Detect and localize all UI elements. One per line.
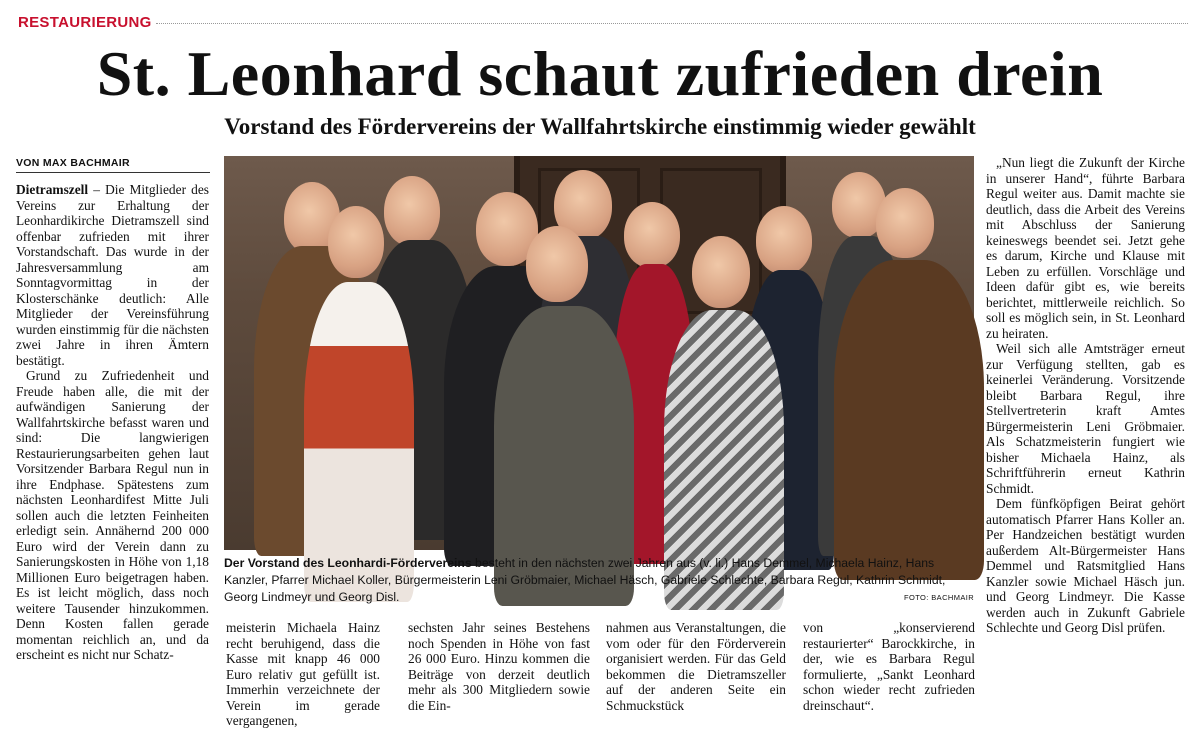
paragraph: sechsten Jahr seines Bestehens noch Spenden in Höhe von fast 26 000 Euro. Hinzu kommen die Beiträge von derzeit deutlich mehr als 300 Mitgliedern sowie die Ein- bbox=[408, 620, 590, 713]
paragraph: „Nun liegt die Zukunft der Kirche in unserer Hand“, führte Barbara Regul weiter aus. Damit machte sie deutlich, dass die Arbeit des Vereins mit Abschluss der Sanierung keineswegs beendet sei. Jetzt gehe es darum, Kirche und Klause mit Leben zu erfüllen. Vorschläge und Ideen dafür gibt es, wie bereits berichtet, mittlerweile reichlich. So soll es möglich sein, in St. Leonhard zu heiraten. bbox=[986, 155, 1185, 341]
byline: VON MAX BACHMAIR bbox=[16, 157, 130, 169]
caption-text: besteht in den nächsten zwei Jahren aus (v. li.) Hans Demmel, Michaela Hainz, Hans Kanzler, Pfarrer Michael Koller, Bürgermeisterin Leni Gröbmaier, Michael Häsch, Gabriele Schlechte, Barbara Regul, Kathrin Schmidt, Georg Lindmeyr und Georg Disl. bbox=[224, 556, 946, 604]
article-column-2 bbox=[226, 620, 380, 728]
article-column-6 bbox=[986, 155, 1185, 715]
kicker-divider bbox=[156, 23, 1188, 24]
paragraph: Grund zu Zufriedenheit und Freude haben alle, die mit der aufwändigen Sanierung der Wallfahrtskirche befasst waren und sind: Die langwierigen Restaurierungsarbeiten gehen laut Vorsitzender Barbara Regul nun in ihre Endphase. Spätestens zum nächsten Leonhardifest Mitte Juli sollen auch die letzten Feinheiten erledigt sein. Annähernd 200 000 Euro wird der Verein dann zu Sanierungskosten in Höhe von 1,18 Millionen Euro beigetragen haben. Es ist leicht möglich, dass noch weitere Tausender hinzukommen. Denn Kosten fallen gerade momentan reichlich an, und da erscheint es nicht nur Schatz- bbox=[16, 368, 209, 662]
article-column-4 bbox=[606, 620, 786, 715]
section-kicker: RESTAURIERUNG bbox=[18, 14, 152, 31]
headline: St. Leonhard schaut zufrieden drein bbox=[96, 38, 1104, 109]
paragraph: Weil sich alle Amtsträger erneut zur Verfügung stellten, gab es keinerlei Veränderung. Vorsitzende bleibt Barbara Regul, ihre Stellvertreterin kraft Amtes Bürgermeisterin Leni Gröbmaier. Als Schatzmeisterin fungiert wie bisher Michaela Hainz, als Schriftführerin erneut Kathrin Schmidt. bbox=[986, 341, 1185, 496]
article-column-3 bbox=[408, 620, 590, 715]
dateline: Dietramszell bbox=[16, 182, 89, 197]
photo-credit: FOTO: BACHMAIR bbox=[904, 593, 975, 602]
photo-caption bbox=[224, 555, 976, 606]
paragraph: von „konservierend restaurierter“ Barockkirche, in der, wie es Barbara Regul formulierte, „Sankt Leonhard schon wieder recht zufrieden dreinschaut“. bbox=[803, 620, 975, 713]
caption-lead: Der Vorstand des Leonhardi-Fördervereins bbox=[224, 556, 472, 570]
subheadline: Vorstand des Fördervereins der Wallfahrtskirche einstimmig wieder gewählt bbox=[224, 114, 976, 139]
article-column-5 bbox=[803, 620, 975, 715]
article-column-1 bbox=[16, 182, 209, 712]
paragraph: Dem fünfköpfigen Beirat gehört automatisch Pfarrer Hans Koller an. Per Handzeichen bestätigt wurden außerdem Alt-Bürgermeister Hans Demmel und Ratsmitglied Hans Kanzler sowie Michael Häsch jun. und Georg Lindmeyr. Die Kasse werden auch in Zukunft Gabriele Schlechte und Georg Disl prüfen. bbox=[986, 496, 1185, 635]
paragraph: nahmen aus Veranstaltungen, die vom oder für den Förderverein organisiert werden. Für das Geld bekommen die Dietramszeller auf der anderen Seite ein Schmuckstück bbox=[606, 620, 786, 713]
byline-rule bbox=[16, 172, 210, 173]
group-photo bbox=[224, 156, 974, 550]
paragraph-text: – Die Mitglieder des Vereins zur Erhaltung der Leonhardikirche Dietramszell sind offenbar zufrieden mit ihrer Vorstandschaft. Das wurde in der Jahresversammlung am Sonntagvormittag in der Klosterschänke deutlich: Alle Mitglieder der Vereinsführung wurden einstimmig für die nächsten zwei Jahre in ihren Ämtern bestätigt. bbox=[16, 182, 209, 368]
paragraph: meisterin Michaela Hainz recht beruhigend, dass die Kasse mit knapp 46 000 Euro relativ gut gefüllt ist. Immerhin verzeichnete der Verein im gerade vergangenen, bbox=[226, 620, 380, 728]
paragraph bbox=[16, 182, 209, 368]
